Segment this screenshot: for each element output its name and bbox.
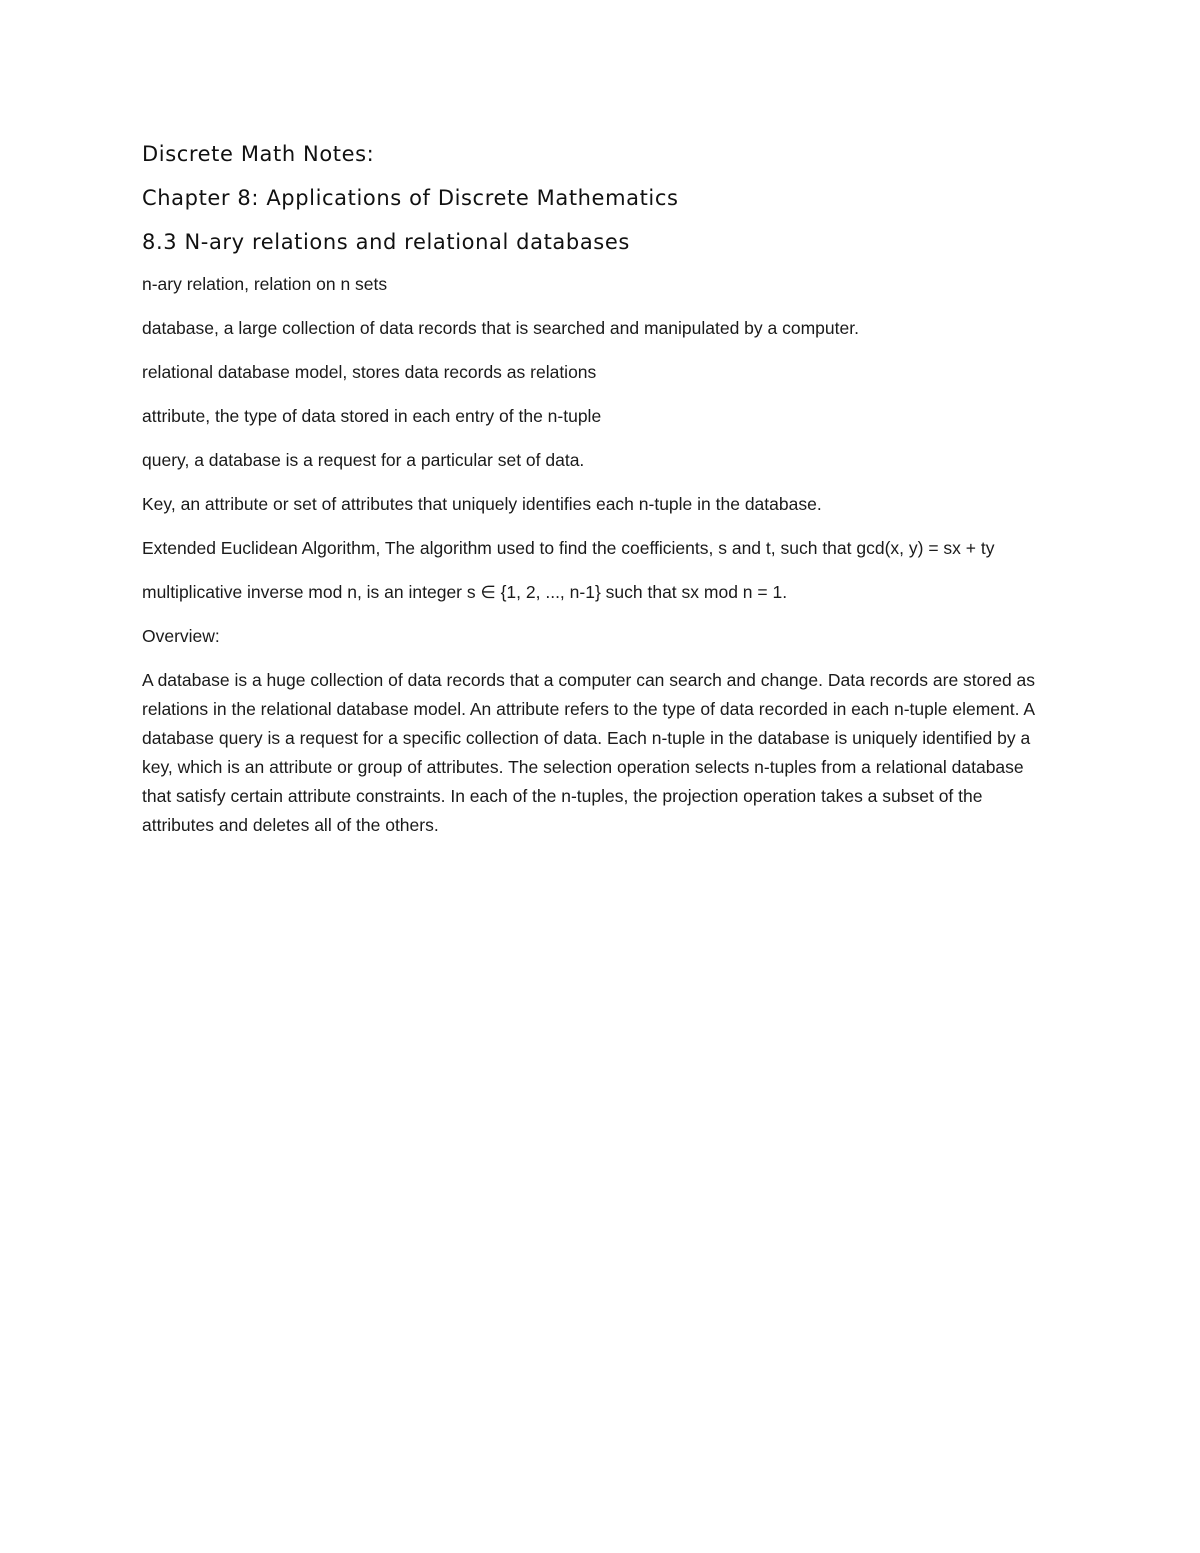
overview-label: Overview: [142,626,220,646]
overview-paragraph: A database is a huge collection of data records that a computer can search and change. Data records are stored as relations in the relational database model. An attribute refers to the type of data recorded in each n-tuple element. A database query is a request for a specific collection of data. Each n-tuple in the database is uniquely identified by a key, which is an attribute or group of attributes. The selection operation selects n-tuples from a relational database that satisfy certain attribute constraints. In each of the n-tuples, the projection operation takes a subset of the attributes and deletes all of the others. [142,670,1036,835]
definition-key: Key, an attribute or set of attributes that uniquely identifies each n-tuple in the database. [142,494,822,514]
definition-multiplicative-inverse: multiplicative inverse mod n, is an integer s ∈ {1, 2, ..., n-1} such that sx mod n = 1. [142,582,788,602]
definition-database: database, a large collection of data records that is searched and manipulated by a computer. [142,318,859,338]
definition-attribute: attribute, the type of data stored in each entry of the n-tuple [142,406,602,426]
document-content [142,138,1062,840]
definition-relational-database-model: relational database model, stores data records as relations [142,362,597,382]
definition-extended-euclidean-algorithm: Extended Euclidean Algorithm, The algorithm used to find the coefficients, s and t, such that gcd(x, y) = sx + ty [142,538,995,558]
document-title: Discrete Math Notes: [142,142,375,166]
chapter-heading: Chapter 8: Applications of Discrete Mathematics [142,186,679,210]
definition-n-ary-relation: n-ary relation, relation on n sets [142,274,388,294]
section-heading: 8.3 N-ary relations and relational databases [142,230,630,254]
definition-query: query, a database is a request for a particular set of data. [142,450,585,470]
